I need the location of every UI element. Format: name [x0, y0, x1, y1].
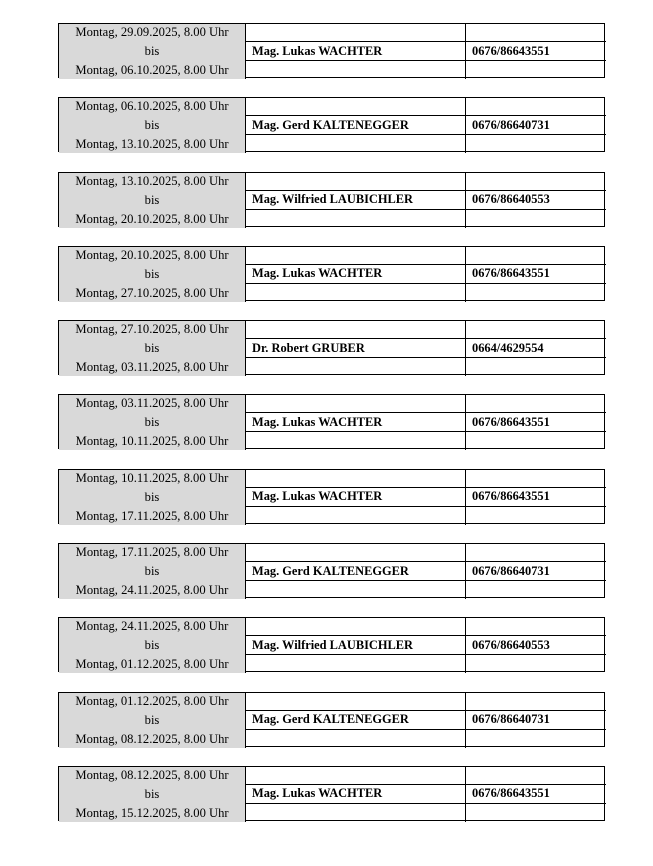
date-separator: bis — [144, 415, 160, 430]
contact-name: Mag. Gerd KALTENEGGER — [246, 562, 466, 581]
contact-phone: 0676/86640731 — [466, 116, 606, 135]
name-cell-empty-top — [246, 693, 466, 711]
date-range-cell — [59, 24, 246, 79]
date-from: Montag, 03.11.2025, 8.00 Uhr — [75, 396, 229, 411]
date-separator: bis — [144, 712, 160, 727]
name-cell-empty-bottom — [246, 210, 466, 228]
name-cell-empty-bottom — [246, 61, 466, 79]
contact-phone: 0676/86643551 — [466, 488, 606, 507]
date-to: Montag, 08.12.2025, 8.00 Uhr — [75, 731, 229, 746]
contact-phone: 0676/86640731 — [466, 711, 606, 730]
contact-name: Mag. Lukas WACHTER — [246, 413, 466, 432]
phone-cell-empty-bottom — [466, 210, 606, 228]
phone-cell-empty-top — [466, 24, 606, 42]
date-range-cell — [59, 470, 246, 525]
duty-schedule — [58, 23, 605, 840]
date-to: Montag, 17.11.2025, 8.00 Uhr — [75, 508, 229, 523]
phone-cell-empty-top — [466, 98, 606, 116]
name-cell-empty-bottom — [246, 432, 466, 450]
name-cell-empty-top — [246, 395, 466, 413]
phone-cell-empty-bottom — [466, 358, 606, 376]
date-to: Montag, 10.11.2025, 8.00 Uhr — [75, 434, 229, 449]
contact-name: Mag. Lukas WACHTER — [246, 265, 466, 284]
contact-name: Mag. Gerd KALTENEGGER — [246, 116, 466, 135]
date-to: Montag, 20.10.2025, 8.00 Uhr — [75, 211, 229, 226]
phone-cell-empty-bottom — [466, 730, 606, 748]
phone-cell-empty-bottom — [466, 284, 606, 302]
phone-cell-empty-bottom — [466, 135, 606, 153]
contact-name: Mag. Lukas WACHTER — [246, 42, 466, 61]
contact-name: Mag. Wilfried LAUBICHLER — [246, 636, 466, 655]
name-cell-empty-top — [246, 470, 466, 488]
date-separator: bis — [144, 341, 160, 356]
contact-phone: 0676/86640731 — [466, 562, 606, 581]
name-cell-empty-top — [246, 618, 466, 636]
contact-phone: 0676/86643551 — [466, 413, 606, 432]
date-range-cell — [59, 321, 246, 376]
date-from: Montag, 01.12.2025, 8.00 Uhr — [75, 693, 229, 708]
duty-block — [58, 97, 605, 152]
duty-block — [58, 469, 605, 524]
duty-block — [58, 543, 605, 598]
date-range-cell — [59, 544, 246, 599]
date-from: Montag, 06.10.2025, 8.00 Uhr — [75, 99, 229, 114]
phone-cell-empty-top — [466, 544, 606, 562]
date-to: Montag, 27.10.2025, 8.00 Uhr — [75, 285, 229, 300]
date-separator: bis — [144, 638, 160, 653]
name-cell-empty-bottom — [246, 804, 466, 822]
name-cell-empty-top — [246, 321, 466, 339]
phone-cell-empty-top — [466, 693, 606, 711]
contact-phone: 0676/86643551 — [466, 265, 606, 284]
contact-phone: 0676/86640553 — [466, 191, 606, 210]
phone-cell-empty-bottom — [466, 432, 606, 450]
contact-name: Mag. Wilfried LAUBICHLER — [246, 191, 466, 210]
name-cell-empty-bottom — [246, 581, 466, 599]
duty-block — [58, 23, 605, 78]
name-cell-empty-top — [246, 173, 466, 191]
date-from: Montag, 27.10.2025, 8.00 Uhr — [75, 322, 229, 337]
phone-cell-empty-top — [466, 321, 606, 339]
date-from: Montag, 13.10.2025, 8.00 Uhr — [75, 173, 229, 188]
date-range-cell — [59, 693, 246, 748]
phone-cell-empty-top — [466, 618, 606, 636]
date-range-cell — [59, 173, 246, 228]
name-cell-empty-bottom — [246, 284, 466, 302]
date-to: Montag, 13.10.2025, 8.00 Uhr — [75, 137, 229, 152]
name-cell-empty-bottom — [246, 655, 466, 673]
date-from: Montag, 29.09.2025, 8.00 Uhr — [75, 25, 229, 39]
date-separator: bis — [144, 564, 160, 579]
name-cell-empty-bottom — [246, 358, 466, 376]
contact-name: Mag. Lukas WACHTER — [246, 785, 466, 804]
name-cell-empty-bottom — [246, 507, 466, 525]
duty-block — [58, 246, 605, 301]
duty-block — [58, 617, 605, 672]
date-separator: bis — [144, 44, 160, 58]
contact-phone: 0676/86643551 — [466, 42, 606, 61]
phone-cell-empty-top — [466, 767, 606, 785]
contact-phone: 0676/86640553 — [466, 636, 606, 655]
date-from: Montag, 10.11.2025, 8.00 Uhr — [75, 470, 229, 485]
name-cell-empty-bottom — [246, 730, 466, 748]
phone-cell-empty-bottom — [466, 61, 606, 79]
date-separator: bis — [144, 118, 160, 133]
name-cell-empty-top — [246, 24, 466, 42]
date-to: Montag, 01.12.2025, 8.00 Uhr — [75, 657, 229, 672]
contact-name: Mag. Gerd KALTENEGGER — [246, 711, 466, 730]
duty-block — [58, 692, 605, 747]
name-cell-empty-top — [246, 247, 466, 265]
date-separator: bis — [144, 192, 160, 207]
name-cell-empty-bottom — [246, 135, 466, 153]
duty-block — [58, 172, 605, 227]
name-cell-empty-top — [246, 767, 466, 785]
contact-name: Mag. Lukas WACHTER — [246, 488, 466, 507]
date-from: Montag, 20.10.2025, 8.00 Uhr — [75, 247, 229, 262]
phone-cell-empty-top — [466, 173, 606, 191]
phone-cell-empty-bottom — [466, 804, 606, 822]
date-range-cell — [59, 618, 246, 673]
phone-cell-empty-bottom — [466, 581, 606, 599]
date-separator: bis — [144, 489, 160, 504]
date-to: Montag, 03.11.2025, 8.00 Uhr — [75, 360, 229, 375]
date-range-cell — [59, 395, 246, 450]
date-separator: bis — [144, 266, 160, 281]
phone-cell-empty-top — [466, 395, 606, 413]
contact-phone: 0664/4629554 — [466, 339, 606, 358]
date-range-cell — [59, 98, 246, 153]
duty-block — [58, 394, 605, 449]
contact-name: Dr. Robert GRUBER — [246, 339, 466, 358]
phone-cell-empty-bottom — [466, 507, 606, 525]
duty-block — [58, 766, 605, 821]
date-range-cell — [59, 247, 246, 302]
duty-block — [58, 320, 605, 375]
name-cell-empty-top — [246, 98, 466, 116]
name-cell-empty-top — [246, 544, 466, 562]
date-to: Montag, 06.10.2025, 8.00 Uhr — [75, 63, 229, 77]
phone-cell-empty-top — [466, 470, 606, 488]
date-separator: bis — [144, 786, 160, 801]
phone-cell-empty-bottom — [466, 655, 606, 673]
contact-phone: 0676/86643551 — [466, 785, 606, 804]
phone-cell-empty-top — [466, 247, 606, 265]
date-from: Montag, 24.11.2025, 8.00 Uhr — [75, 619, 229, 634]
date-range-cell — [59, 767, 246, 822]
date-to: Montag, 15.12.2025, 8.00 Uhr — [75, 805, 229, 820]
date-from: Montag, 08.12.2025, 8.00 Uhr — [75, 767, 229, 782]
date-from: Montag, 17.11.2025, 8.00 Uhr — [75, 545, 229, 560]
date-to: Montag, 24.11.2025, 8.00 Uhr — [75, 583, 229, 598]
